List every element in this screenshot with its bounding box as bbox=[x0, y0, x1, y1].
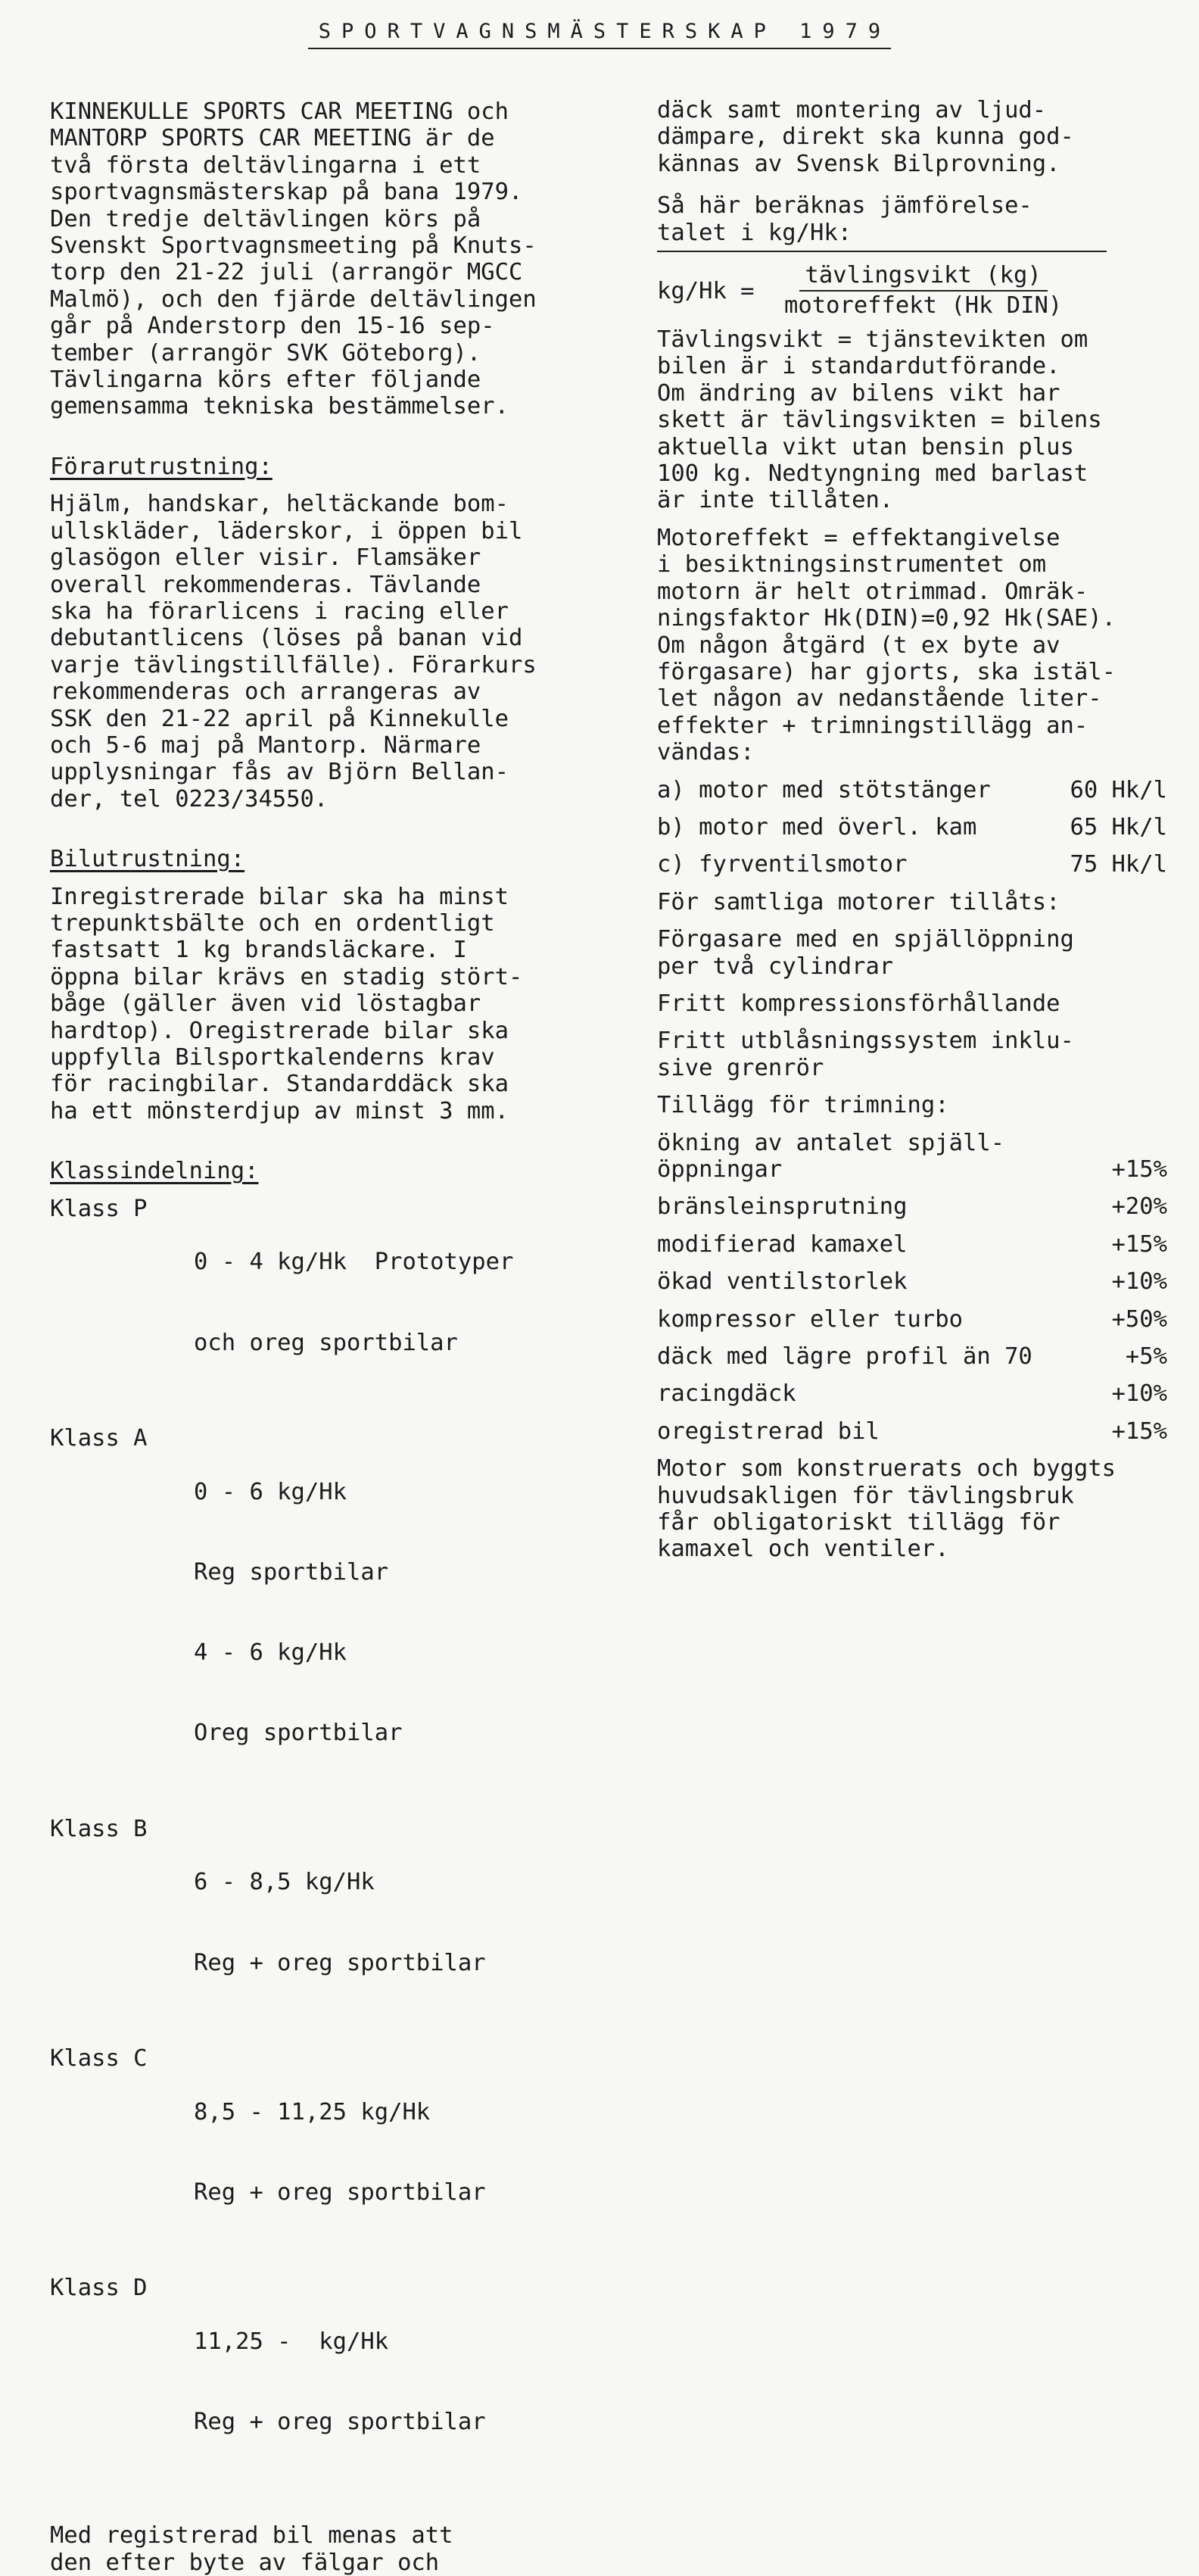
engine-row-a bbox=[657, 777, 1167, 803]
class-row-d bbox=[50, 2275, 610, 2489]
engine-value: 60 Hk/l bbox=[1070, 776, 1167, 803]
driver-line: upplysningar fås av Björn Bellan- bbox=[50, 759, 509, 786]
class-name: Klass A bbox=[50, 1424, 148, 1452]
class-row-p bbox=[50, 1196, 610, 1410]
allowed-heading: För samtliga motorer tillåts: bbox=[657, 888, 1060, 915]
intro-line: Malmö), och den fjärde deltävlingen bbox=[50, 285, 537, 313]
car-line: hardtop). Oregistrerade bilar ska bbox=[50, 1017, 509, 1044]
weight-line: aktuella vikt utan bensin plus bbox=[657, 433, 1074, 460]
section-heading-car: Bilutrustning: bbox=[50, 846, 245, 873]
tuning-value: +5% bbox=[1125, 1343, 1167, 1371]
tuning-label: modifierad kamaxel bbox=[657, 1230, 908, 1258]
closing-line: den efter byte av fälgar och bbox=[50, 2549, 440, 2576]
section-heading-driver: Förarutrustning: bbox=[50, 453, 272, 480]
engine-label: b) motor med överl. kam bbox=[657, 813, 977, 840]
tuning-value: +10% bbox=[1111, 1268, 1167, 1296]
allowed-item: Fritt utblåsningssystem inklu- bbox=[657, 1028, 1074, 1055]
intro-line: två första deltävlingarna i ett bbox=[50, 151, 481, 179]
class-name: Klass C bbox=[50, 2044, 148, 2072]
tuning-row bbox=[657, 1268, 1167, 1295]
tuning-value: +20% bbox=[1111, 1193, 1167, 1221]
power-line: effekter + trimningstillägg an- bbox=[657, 712, 1088, 739]
power-line: ningsfaktor Hk(DIN)=0,92 Hk(SAE). bbox=[657, 605, 1116, 632]
right-column bbox=[657, 97, 1172, 1563]
tuning-row bbox=[657, 1306, 1167, 1333]
intro-line: tember (arrangör SVK Göteborg). bbox=[50, 339, 481, 366]
power-line: Motoreffekt = effektangivelse bbox=[657, 524, 1060, 551]
tuning-label: ökad ventilstorlek bbox=[657, 1268, 908, 1296]
final-line: får obligatoriskt tillägg för bbox=[657, 1509, 1060, 1536]
weight-line: Tävlingsvikt = tjänstevikten om bbox=[657, 326, 1088, 354]
driver-line: overall rekommenderas. Tävlande bbox=[50, 571, 481, 598]
intro-line: Den tredje deltävlingen körs på bbox=[50, 205, 481, 232]
power-paragraph bbox=[657, 525, 1172, 766]
power-line: motorn är helt otrimmad. Omräk- bbox=[657, 578, 1088, 605]
weight-line: 100 kg. Nedtyngning med barlast bbox=[657, 460, 1088, 488]
weight-line: bilen är i standardutförande. bbox=[657, 353, 1060, 380]
driver-line: glasögon eller visir. Flamsäker bbox=[50, 544, 481, 572]
tuning-value: +15% bbox=[1111, 1156, 1167, 1183]
driver-line: ullskläder, läderskor, i öppen bil bbox=[50, 517, 523, 544]
formula-numerator: tävlingsvikt (kg) bbox=[799, 263, 1048, 292]
intro-line: sportvagnsmästerskap på bana 1979. bbox=[50, 179, 523, 206]
continuation-paragraph bbox=[657, 97, 1172, 177]
engine-row-c bbox=[657, 851, 1167, 878]
power-line: let någon av nedanstående liter- bbox=[657, 685, 1102, 713]
class-description: 11,25 - kg/Hk Reg + oreg sportbilar bbox=[194, 2328, 486, 2436]
intro-line: torp den 21-22 juli (arrangör MGCC bbox=[50, 259, 523, 286]
weight-paragraph bbox=[657, 326, 1172, 514]
power-line: vändas: bbox=[657, 739, 755, 766]
driver-line: rekommenderas och arrangeras av bbox=[50, 678, 481, 706]
intro-line: går på Anderstorp den 15-16 sep- bbox=[50, 313, 495, 340]
tuning-value: +15% bbox=[1111, 1417, 1167, 1445]
car-line: för racingbilar. Standarddäck ska bbox=[50, 1071, 509, 1098]
car-line: ha ett mönsterdjup av minst 3 mm. bbox=[50, 1097, 509, 1124]
class-description: 6 - 8,5 kg/Hk Reg + oreg sportbilar bbox=[194, 1869, 486, 1976]
engine-row-b bbox=[657, 814, 1167, 840]
class-description: 0 - 4 kg/Hk Prototyper och oreg sportbilar bbox=[194, 1249, 514, 1356]
formula-lhs: kg/Hk = bbox=[657, 277, 755, 304]
tuning-label: kompressor eller turbo bbox=[657, 1305, 963, 1333]
intro-line: Svenskt Sportvagnsmeeting på Knuts- bbox=[50, 232, 537, 260]
intro-line: gemensamma tekniska bestämmelser. bbox=[50, 393, 509, 420]
car-line: trepunktsbälte och en ordentligt bbox=[50, 909, 495, 937]
continuation-line: däck samt montering av ljud- bbox=[657, 97, 1047, 123]
power-line: Om någon åtgärd (t ex byte av bbox=[657, 632, 1060, 659]
final-line: huvudsakligen för tävlingsbruk bbox=[657, 1482, 1074, 1509]
weight-line: Om ändring av bilens vikt har bbox=[657, 379, 1060, 407]
tuning-label: ökning av antalet spjäll- bbox=[657, 1129, 1005, 1156]
tuning-row bbox=[657, 1418, 1167, 1445]
allowed-item: Förgasare med en spjällöppning bbox=[657, 926, 1074, 953]
page-header bbox=[0, 20, 1199, 49]
car-line: Inregistrerade bilar ska ha minst bbox=[50, 883, 509, 910]
intro-paragraph bbox=[50, 98, 610, 420]
car-line: öppna bilar krävs en stadig stört- bbox=[50, 963, 523, 990]
class-name: Klass B bbox=[50, 1815, 148, 1842]
tuning-row bbox=[657, 1193, 1167, 1220]
weight-line: skett är tävlingsvikten = bilens bbox=[657, 407, 1102, 434]
tuning-value: +50% bbox=[1111, 1305, 1167, 1333]
section-heading-classes: Klassindelning: bbox=[50, 1158, 259, 1185]
car-line: båge (gäller även vid löstagbar bbox=[50, 990, 481, 1018]
driver-paragraph bbox=[50, 491, 610, 812]
final-paragraph bbox=[657, 1455, 1172, 1563]
car-line: uppfylla Bilsportkalenderns krav bbox=[50, 1044, 495, 1071]
car-paragraph bbox=[50, 884, 610, 1125]
car-line: fastsatt 1 kg brandsläckare. I bbox=[50, 937, 467, 964]
class-row-b bbox=[50, 1816, 610, 2030]
formula-intro-underlined: talet i kg/Hk: bbox=[657, 220, 1107, 252]
class-row-a bbox=[50, 1425, 610, 1801]
tuning-row bbox=[657, 1156, 1167, 1183]
power-line: i besiktningsinstrumentet om bbox=[657, 551, 1047, 579]
continuation-line: kännas av Svensk Bilprovning. bbox=[657, 150, 1060, 177]
final-line: kamaxel och ventiler. bbox=[657, 1536, 949, 1563]
allowed-item: Fritt kompressionsförhållande bbox=[657, 990, 1060, 1017]
tuning-label: däck med lägre profil än 70 bbox=[657, 1343, 1032, 1371]
driver-line: och 5-6 maj på Mantorp. Närmare bbox=[50, 731, 481, 759]
driver-line: ska ha förarlicens i racing eller bbox=[50, 597, 509, 625]
power-line: förgasare) har gjorts, ska istäl- bbox=[657, 658, 1116, 685]
driver-line: der, tel 0223/34550. bbox=[50, 785, 329, 812]
formula-denominator: motoreffekt (Hk DIN) bbox=[784, 292, 1063, 320]
engine-value: 75 Hk/l bbox=[1070, 851, 1167, 878]
driver-line: Hjälm, handskar, heltäckande bom- bbox=[50, 491, 509, 518]
tuning-label: racingdäck bbox=[657, 1380, 796, 1408]
allowed-item: per två cylindrar bbox=[657, 953, 894, 980]
tuning-heading: Tillägg för trimning: bbox=[657, 1092, 949, 1119]
class-name: Klass P bbox=[50, 1195, 148, 1222]
intro-line: Tävlingarna körs efter följande bbox=[50, 366, 481, 394]
tuning-value: +10% bbox=[1111, 1380, 1167, 1408]
left-column bbox=[50, 98, 610, 2576]
page-title: SPORTVAGNSMÄSTERSKAP 1979 bbox=[308, 20, 891, 49]
driver-line: debutantlicens (löses på banan vid bbox=[50, 625, 523, 652]
class-row-c bbox=[50, 2045, 610, 2259]
formula-fraction bbox=[784, 263, 1062, 319]
tuning-label: oregistrerad bil bbox=[657, 1417, 880, 1445]
class-description: 0 - 6 kg/Hk Reg sportbilar 4 - 6 kg/Hk Oreg sportbilar bbox=[194, 1478, 403, 1747]
closing-line: Med registrerad bil menas att bbox=[50, 2522, 453, 2549]
tuning-row bbox=[657, 1380, 1167, 1407]
class-name: Klass D bbox=[50, 2275, 148, 2302]
tuning-value: +15% bbox=[1111, 1230, 1167, 1258]
driver-line: SSK den 21-22 april på Kinnekulle bbox=[50, 705, 509, 732]
closing-paragraph bbox=[50, 2522, 610, 2576]
intro-line: MANTORP SPORTS CAR MEETING är de bbox=[50, 125, 495, 152]
driver-line: varje tävlingstillfälle). Förarkurs bbox=[50, 651, 537, 678]
weight-line: är inte tillåten. bbox=[657, 487, 894, 514]
final-line: Motor som konstruerats och byggts bbox=[657, 1455, 1116, 1483]
engine-label: c) fyrventilsmotor bbox=[657, 851, 908, 878]
tuning-label: öppningar bbox=[657, 1156, 783, 1183]
allowed-item: sive grenrör bbox=[657, 1054, 824, 1081]
formula-intro: Så här beräknas jämförelse- bbox=[657, 192, 1032, 220]
continuation-line: dämpare, direkt ska kunna god- bbox=[657, 123, 1074, 151]
tuning-row bbox=[657, 1343, 1167, 1370]
intro-line: KINNEKULLE SPORTS CAR MEETING och bbox=[50, 98, 509, 125]
engine-label: a) motor med stötstänger bbox=[657, 776, 991, 803]
tuning-label: bränsleinsprutning bbox=[657, 1193, 908, 1221]
engine-value: 65 Hk/l bbox=[1070, 813, 1167, 840]
tuning-row bbox=[657, 1231, 1167, 1258]
ratio-formula bbox=[657, 263, 1172, 319]
class-description: 8,5 - 11,25 kg/Hk Reg + oreg sportbilar bbox=[194, 2098, 486, 2206]
